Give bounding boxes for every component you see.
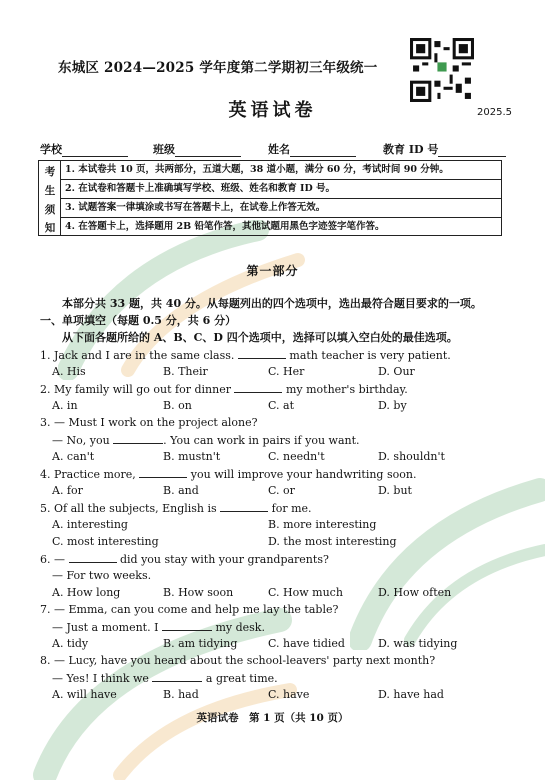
option[interactable]: A. will have (52, 688, 117, 701)
question-stem: 4. Practice more, you will improve your handwriting soon. (40, 468, 417, 481)
exam-title: 东城区 2024—2025 学年度第二学期初三年级统一 (58, 60, 378, 76)
option[interactable]: D. by (378, 399, 407, 412)
notice-item: 3. 试题答案一律填涂或书写在答题卡上，在试卷上作答无效。 (61, 199, 502, 218)
option[interactable]: C. have tidied (268, 637, 345, 650)
id-label: 教育 ID 号 (383, 143, 439, 156)
question-response: — Just a moment. I my desk. (52, 621, 265, 634)
notice-side-char: 生 (44, 185, 56, 197)
section-title: 一、单项填空（每题 0.5 分，共 6 分） (40, 314, 237, 327)
question-stem: 5. Of all the subjects, English is for me. (40, 502, 312, 515)
option[interactable]: C. or (268, 484, 295, 497)
option[interactable]: B. How soon (163, 586, 234, 599)
option[interactable]: A. can't (52, 450, 95, 463)
question-stem: 1. Jack and I are in the same class. math teacher is very patient. (40, 349, 451, 362)
name-field[interactable] (268, 141, 356, 157)
option[interactable]: A. interesting (52, 518, 128, 531)
option[interactable]: A. for (52, 484, 83, 497)
name-label: 姓名 (268, 143, 290, 156)
exam-date: 2025.5 (477, 107, 512, 118)
option[interactable]: D. shouldn't (378, 450, 445, 463)
question-stem: 7. — Emma, can you come and help me lay the table? (40, 603, 339, 616)
notice-item: 1. 本试卷共 10 页，共两部分，五道大题，38 道小题，满分 60 分，考试时间 90 分钟。 (61, 161, 502, 180)
answer-blank[interactable] (152, 671, 202, 682)
option[interactable]: A. How long (52, 586, 121, 599)
option[interactable]: D. was tidying (378, 637, 458, 650)
option[interactable]: B. and (163, 484, 199, 497)
question-stem: 6. — did you stay with your grandparents? (40, 553, 329, 566)
question-response: — For two weeks. (52, 569, 152, 582)
notice-side-char: 知 (44, 222, 56, 234)
qr-code-icon[interactable] (410, 38, 474, 102)
option[interactable]: A. in (52, 399, 78, 412)
option[interactable]: C. How much (268, 586, 343, 599)
option[interactable]: C. needn't (268, 450, 325, 463)
question-stem: 8. — Lucy, have you heard about the school-leavers' party next month? (40, 654, 436, 667)
paper-title: 英语试卷 (228, 100, 317, 121)
option[interactable]: C. at (268, 399, 294, 412)
option[interactable]: D. have had (378, 688, 444, 701)
school-label: 学校 (40, 143, 62, 156)
part-intro: 本部分共 33 题，共 40 分。从每题列出的四个选项中，选出最符合题目要求的一项。 (62, 297, 482, 310)
option[interactable]: C. most interesting (52, 535, 159, 548)
answer-blank[interactable] (238, 348, 286, 359)
class-label: 班级 (153, 143, 175, 156)
notice-side-label (39, 161, 61, 235)
option[interactable]: D. How often (378, 586, 452, 599)
answer-blank[interactable] (113, 433, 163, 444)
notice-side-char: 考 (44, 166, 56, 178)
option[interactable]: B. am tidying (163, 637, 238, 650)
answer-blank[interactable] (69, 552, 117, 563)
option[interactable]: C. Her (268, 365, 305, 378)
section-instruction: 从下面各题所给的 A、B、C、D 四个选项中，选择可以填入空白处的最佳选项。 (62, 331, 458, 344)
option[interactable]: A. tidy (52, 637, 89, 650)
answer-blank[interactable] (139, 467, 187, 478)
option[interactable]: A. His (52, 365, 86, 378)
id-field[interactable] (383, 141, 506, 157)
class-field[interactable] (153, 141, 241, 157)
option[interactable]: B. mustn't (163, 450, 221, 463)
exam-notice-box (38, 160, 502, 236)
page-footer: 英语试卷 第 1 页（共 10 页） (196, 712, 349, 724)
question-stem: 2. My family will go out for dinner my mother's birthday. (40, 383, 408, 396)
option[interactable]: B. Their (163, 365, 208, 378)
answer-blank[interactable] (220, 501, 268, 512)
question-response: — No, you . You can work in pairs if you want. (52, 434, 360, 447)
notice-item: 4. 在答题卡上，选择题用 2B 铅笔作答，其他试题用黑色字迹签字笔作答。 (65, 221, 385, 232)
option[interactable]: B. had (163, 688, 199, 701)
option[interactable]: D. Our (378, 365, 415, 378)
answer-blank[interactable] (162, 620, 212, 631)
option[interactable]: C. have (268, 688, 310, 701)
notice-item: 2. 在试卷和答题卡上准确填写学校、班级、姓名和教育 ID 号。 (61, 180, 502, 199)
notice-side-char: 须 (44, 204, 56, 216)
option[interactable]: B. more interesting (268, 518, 377, 531)
option[interactable]: D. but (378, 484, 412, 497)
answer-blank[interactable] (234, 382, 282, 393)
question-response: — Yes! I think we a great time. (52, 672, 278, 685)
question-stem: 3. — Must I work on the project alone? (40, 416, 258, 429)
part-title: 第一部分 (246, 264, 299, 278)
option[interactable]: B. on (163, 399, 192, 412)
school-field[interactable] (40, 141, 128, 157)
option[interactable]: D. the most interesting (268, 535, 397, 548)
